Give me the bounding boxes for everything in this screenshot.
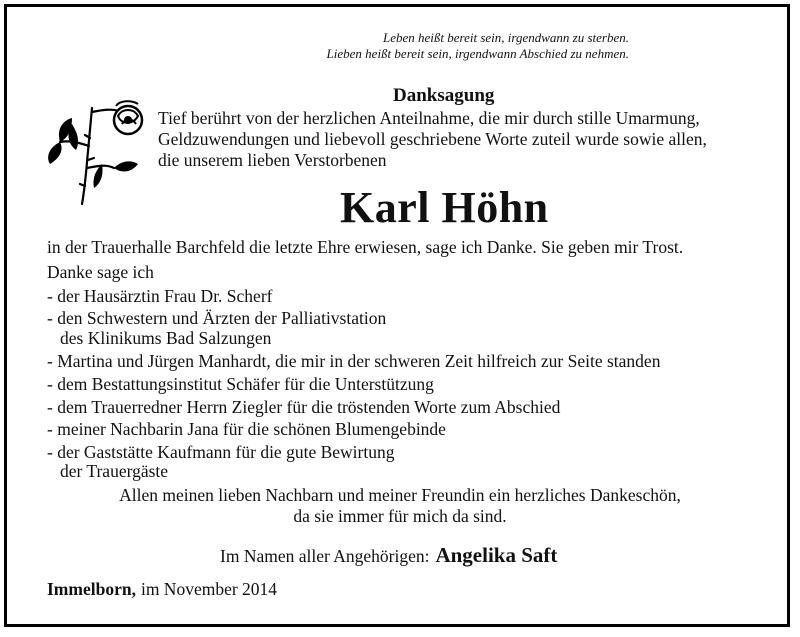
list-item-continued: des Klinikums Bad Salzungen bbox=[60, 328, 272, 348]
list-item: - Martina und Jürgen Manhardt, die mir in der schweren Zeit hilfreich zur Seite standen bbox=[47, 351, 661, 371]
list-item: - der Gaststätte Kaufmann für die gute Bewirtung bbox=[47, 442, 395, 462]
list-item: - der Hausärztin Frau Dr. Scherf bbox=[47, 286, 273, 306]
motto-line-2: Lieben heißt bereit sein, irgendwann Abschied zu nehmen. bbox=[326, 46, 629, 61]
intro-line-3: die unserem lieben Verstorbenen bbox=[158, 150, 387, 170]
list-item: - den Schwestern und Ärzten der Palliativstation bbox=[47, 308, 387, 328]
heading: Danksagung bbox=[393, 85, 495, 106]
list-item: - meiner Nachbarin Jana für die schönen Blumengebinde bbox=[47, 419, 446, 439]
signature bbox=[220, 543, 557, 568]
list-item: - dem Bestattungsinstitut Schäfer für die Unterstützung bbox=[47, 374, 434, 394]
list-item: - dem Trauerredner Herrn Ziegler für die tröstenden Worte zum Abschied bbox=[47, 397, 561, 417]
list-item-continued: der Trauergäste bbox=[60, 461, 169, 481]
signature-prefix: Im Namen aller Angehörigen: bbox=[220, 546, 430, 566]
place-date bbox=[47, 579, 277, 601]
date: im November 2014 bbox=[140, 579, 278, 599]
rose-icon bbox=[42, 98, 152, 208]
motto-line-1: Leben heißt bereit sein, irgendwann zu sterben. bbox=[382, 30, 629, 45]
after-name-text: in der Trauerhalle Barchfeld die letzte Ehre erwiesen, sage ich Danke. Sie geben mir Trost. bbox=[47, 237, 684, 257]
thanks-intro: Danke sage ich bbox=[47, 262, 154, 282]
intro-line-2: Geldzuwendungen und liebevoll geschriebene Worte zuteil wurde sowie allen, bbox=[158, 129, 707, 149]
closing-line-1: Allen meinen lieben Nachbarn und meiner Freundin ein herzliches Dankeschön, bbox=[119, 485, 681, 505]
closing-line-2: da sie immer für mich da sind. bbox=[293, 506, 507, 526]
signature-name: Angelika Saft bbox=[435, 543, 558, 567]
place: Immelborn, bbox=[47, 579, 136, 599]
deceased-name: Karl Höhn bbox=[340, 183, 549, 232]
intro-line-1: Tief berührt von der herzlichen Anteilnahme, die mir durch stille Umarmung, bbox=[158, 108, 700, 128]
